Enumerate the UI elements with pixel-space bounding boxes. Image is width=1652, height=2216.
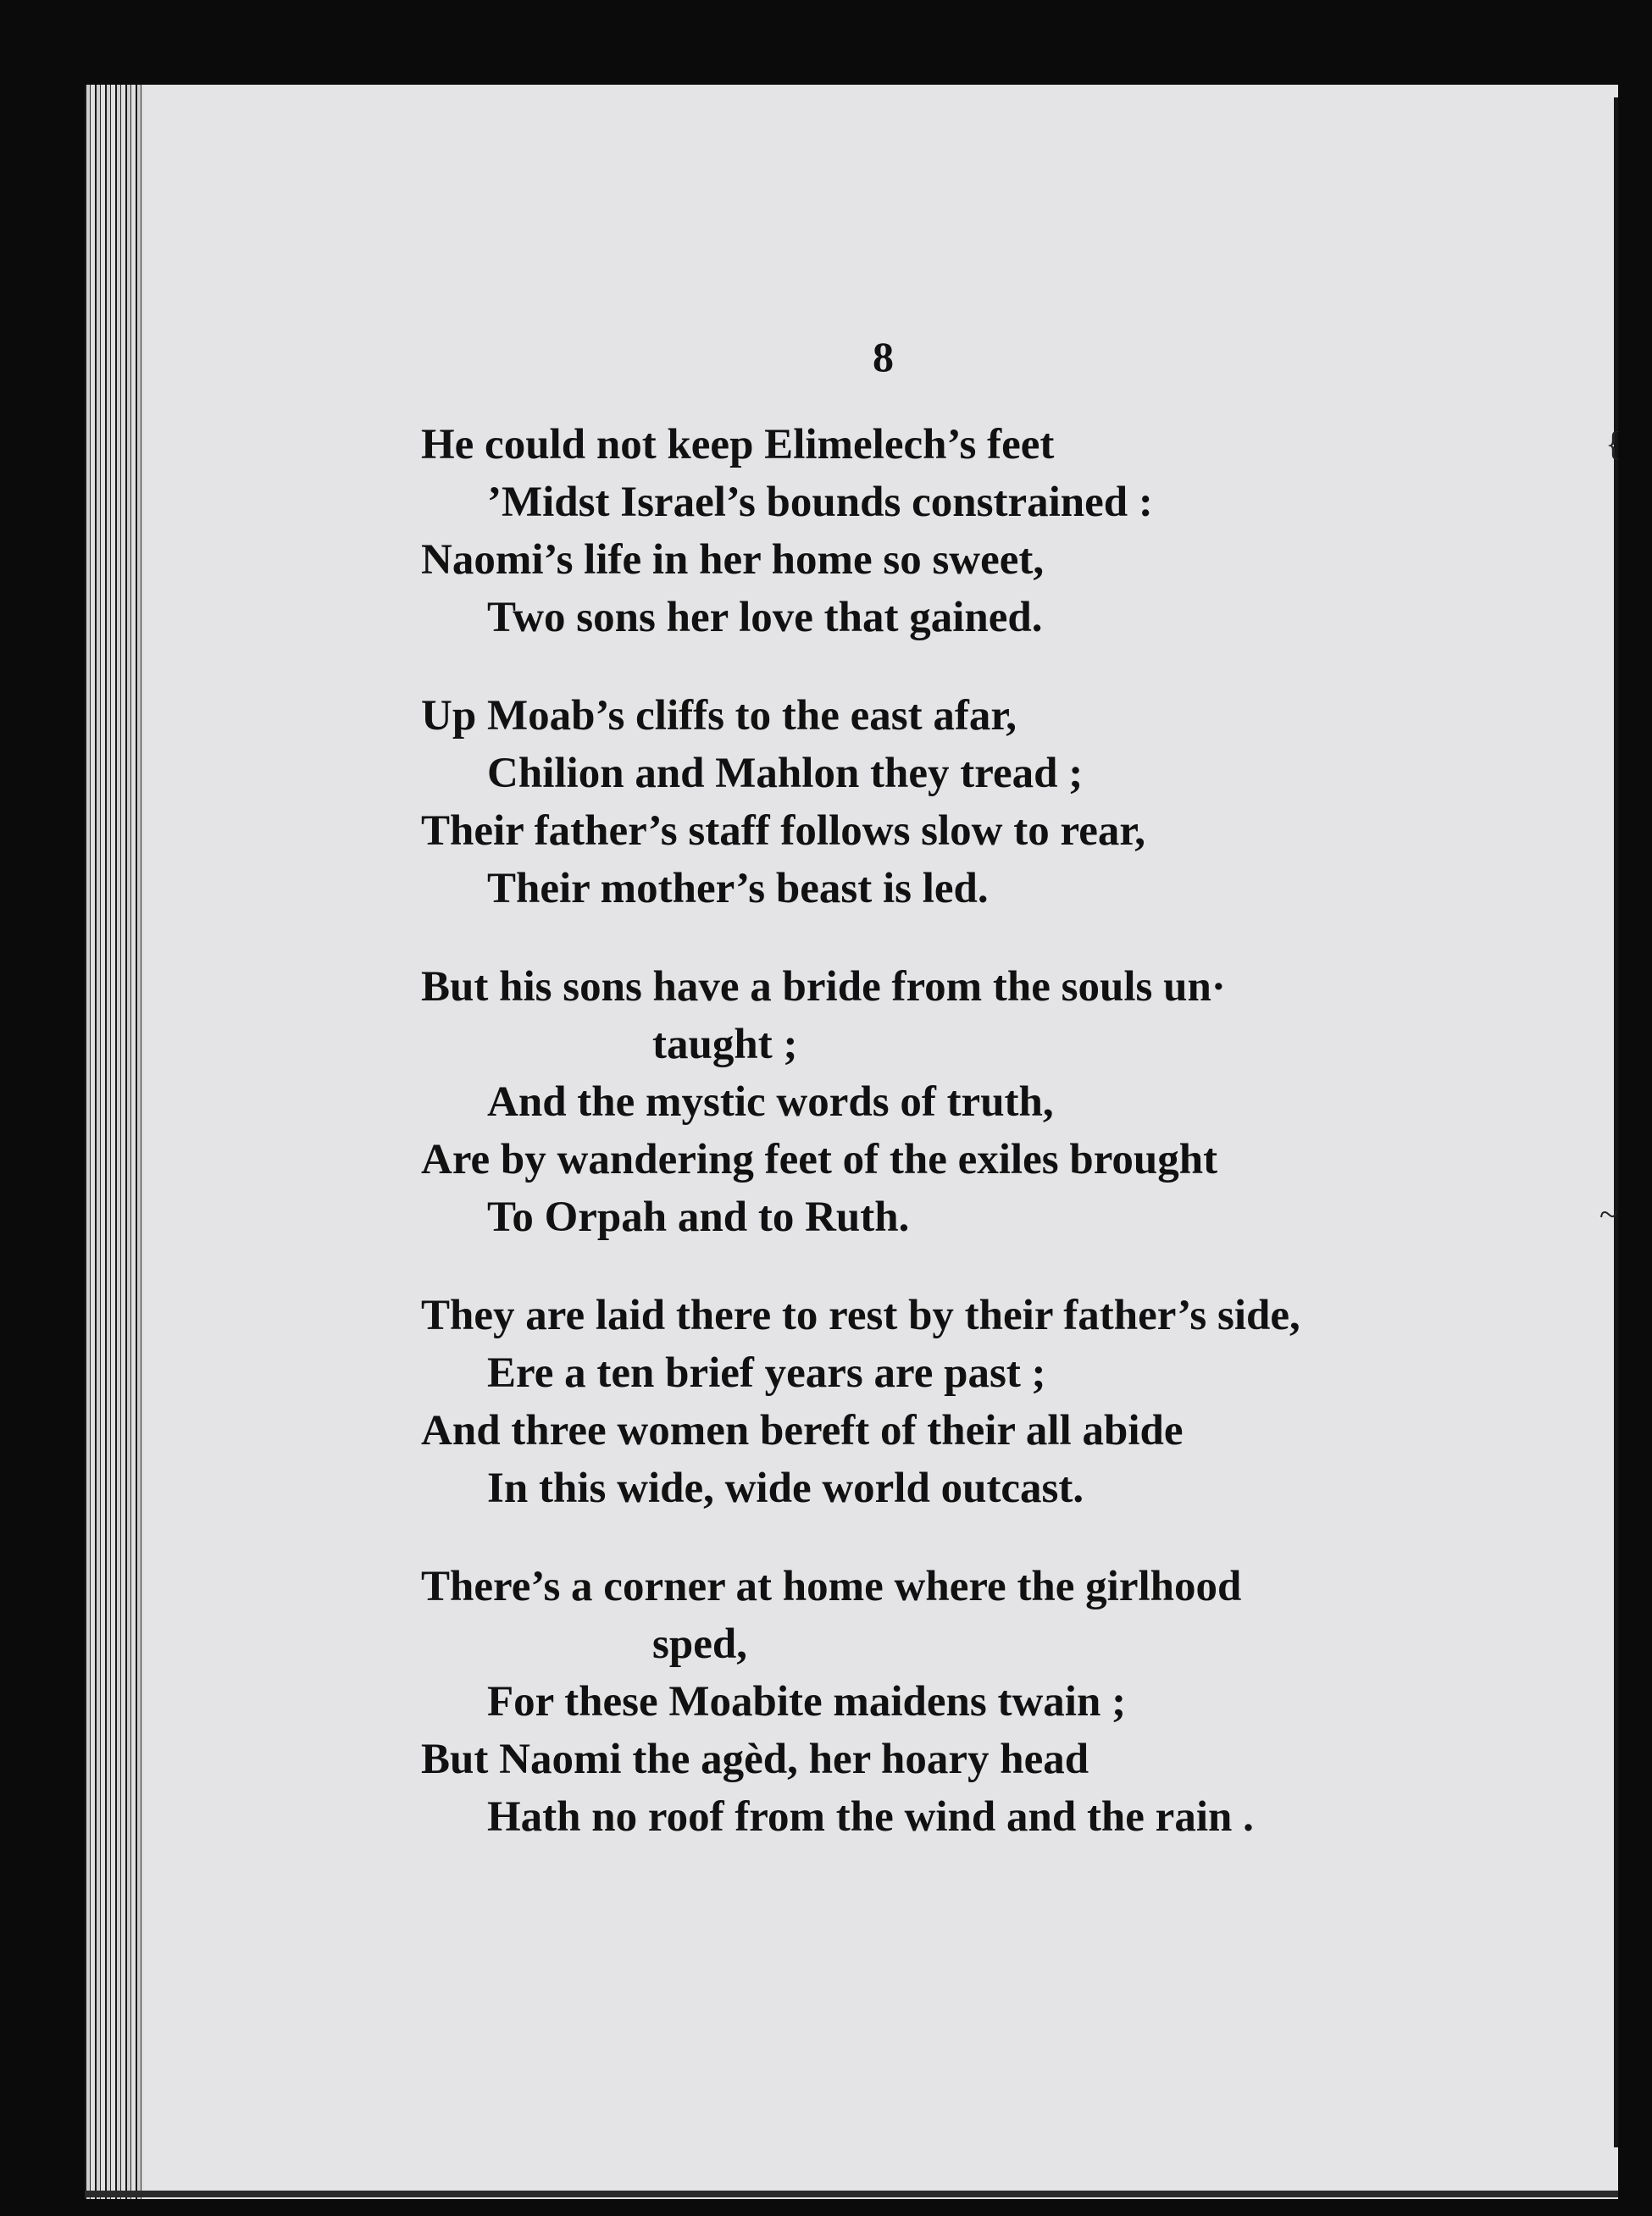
poem-line: Ere a ten brief years are past ; — [487, 1349, 1046, 1397]
poem-line: In this wide, wide world outcast. — [487, 1465, 1084, 1512]
edge-mark-arrow: ~ — [1599, 1195, 1618, 1233]
poem-line: They are laid there to rest by their father’s side, — [421, 1292, 1300, 1339]
poem-line: Their father’s staff follows slow to rear, — [421, 807, 1146, 855]
poem-line: To Orpah and to Ruth. — [487, 1194, 910, 1241]
poem-line: ’Midst Israel’s bounds constrained : — [487, 479, 1153, 526]
page-number: 8 — [873, 333, 894, 380]
poem-line: Are by wandering feet of the exiles brought — [421, 1136, 1218, 1183]
poem-line: Up Moab’s cliffs to the east afar, — [421, 692, 1017, 740]
poem-line: And three women bereft of their all abide — [421, 1407, 1184, 1454]
poem-line: Two sons her love that gained. — [487, 594, 1043, 641]
poem-line: And the mystic words of truth, — [487, 1078, 1054, 1126]
poem-line: sped, — [652, 1620, 747, 1668]
poem-line: Chilion and Mahlon they tread ; — [487, 750, 1084, 797]
poem-line: taught ; — [652, 1021, 798, 1068]
poem-line: Naomi’s life in her home so sweet, — [421, 536, 1045, 584]
poem-line: But his sons have a bride from the souls un· — [421, 963, 1226, 1011]
poem-line: He could not keep Elimelech’s feet — [421, 421, 1055, 468]
poem-line: Their mother’s beast is led. — [487, 865, 989, 912]
poem-line: There’s a corner at home where the girlhood — [421, 1563, 1242, 1610]
edge-mark-bracket: { — [1605, 424, 1622, 463]
poem-line: Hath no roof from the wind and the rain . — [487, 1793, 1254, 1841]
poem-line: For these Moabite maidens twain ; — [487, 1678, 1127, 1726]
poem-line: But Naomi the agèd, her hoary head — [421, 1736, 1089, 1783]
